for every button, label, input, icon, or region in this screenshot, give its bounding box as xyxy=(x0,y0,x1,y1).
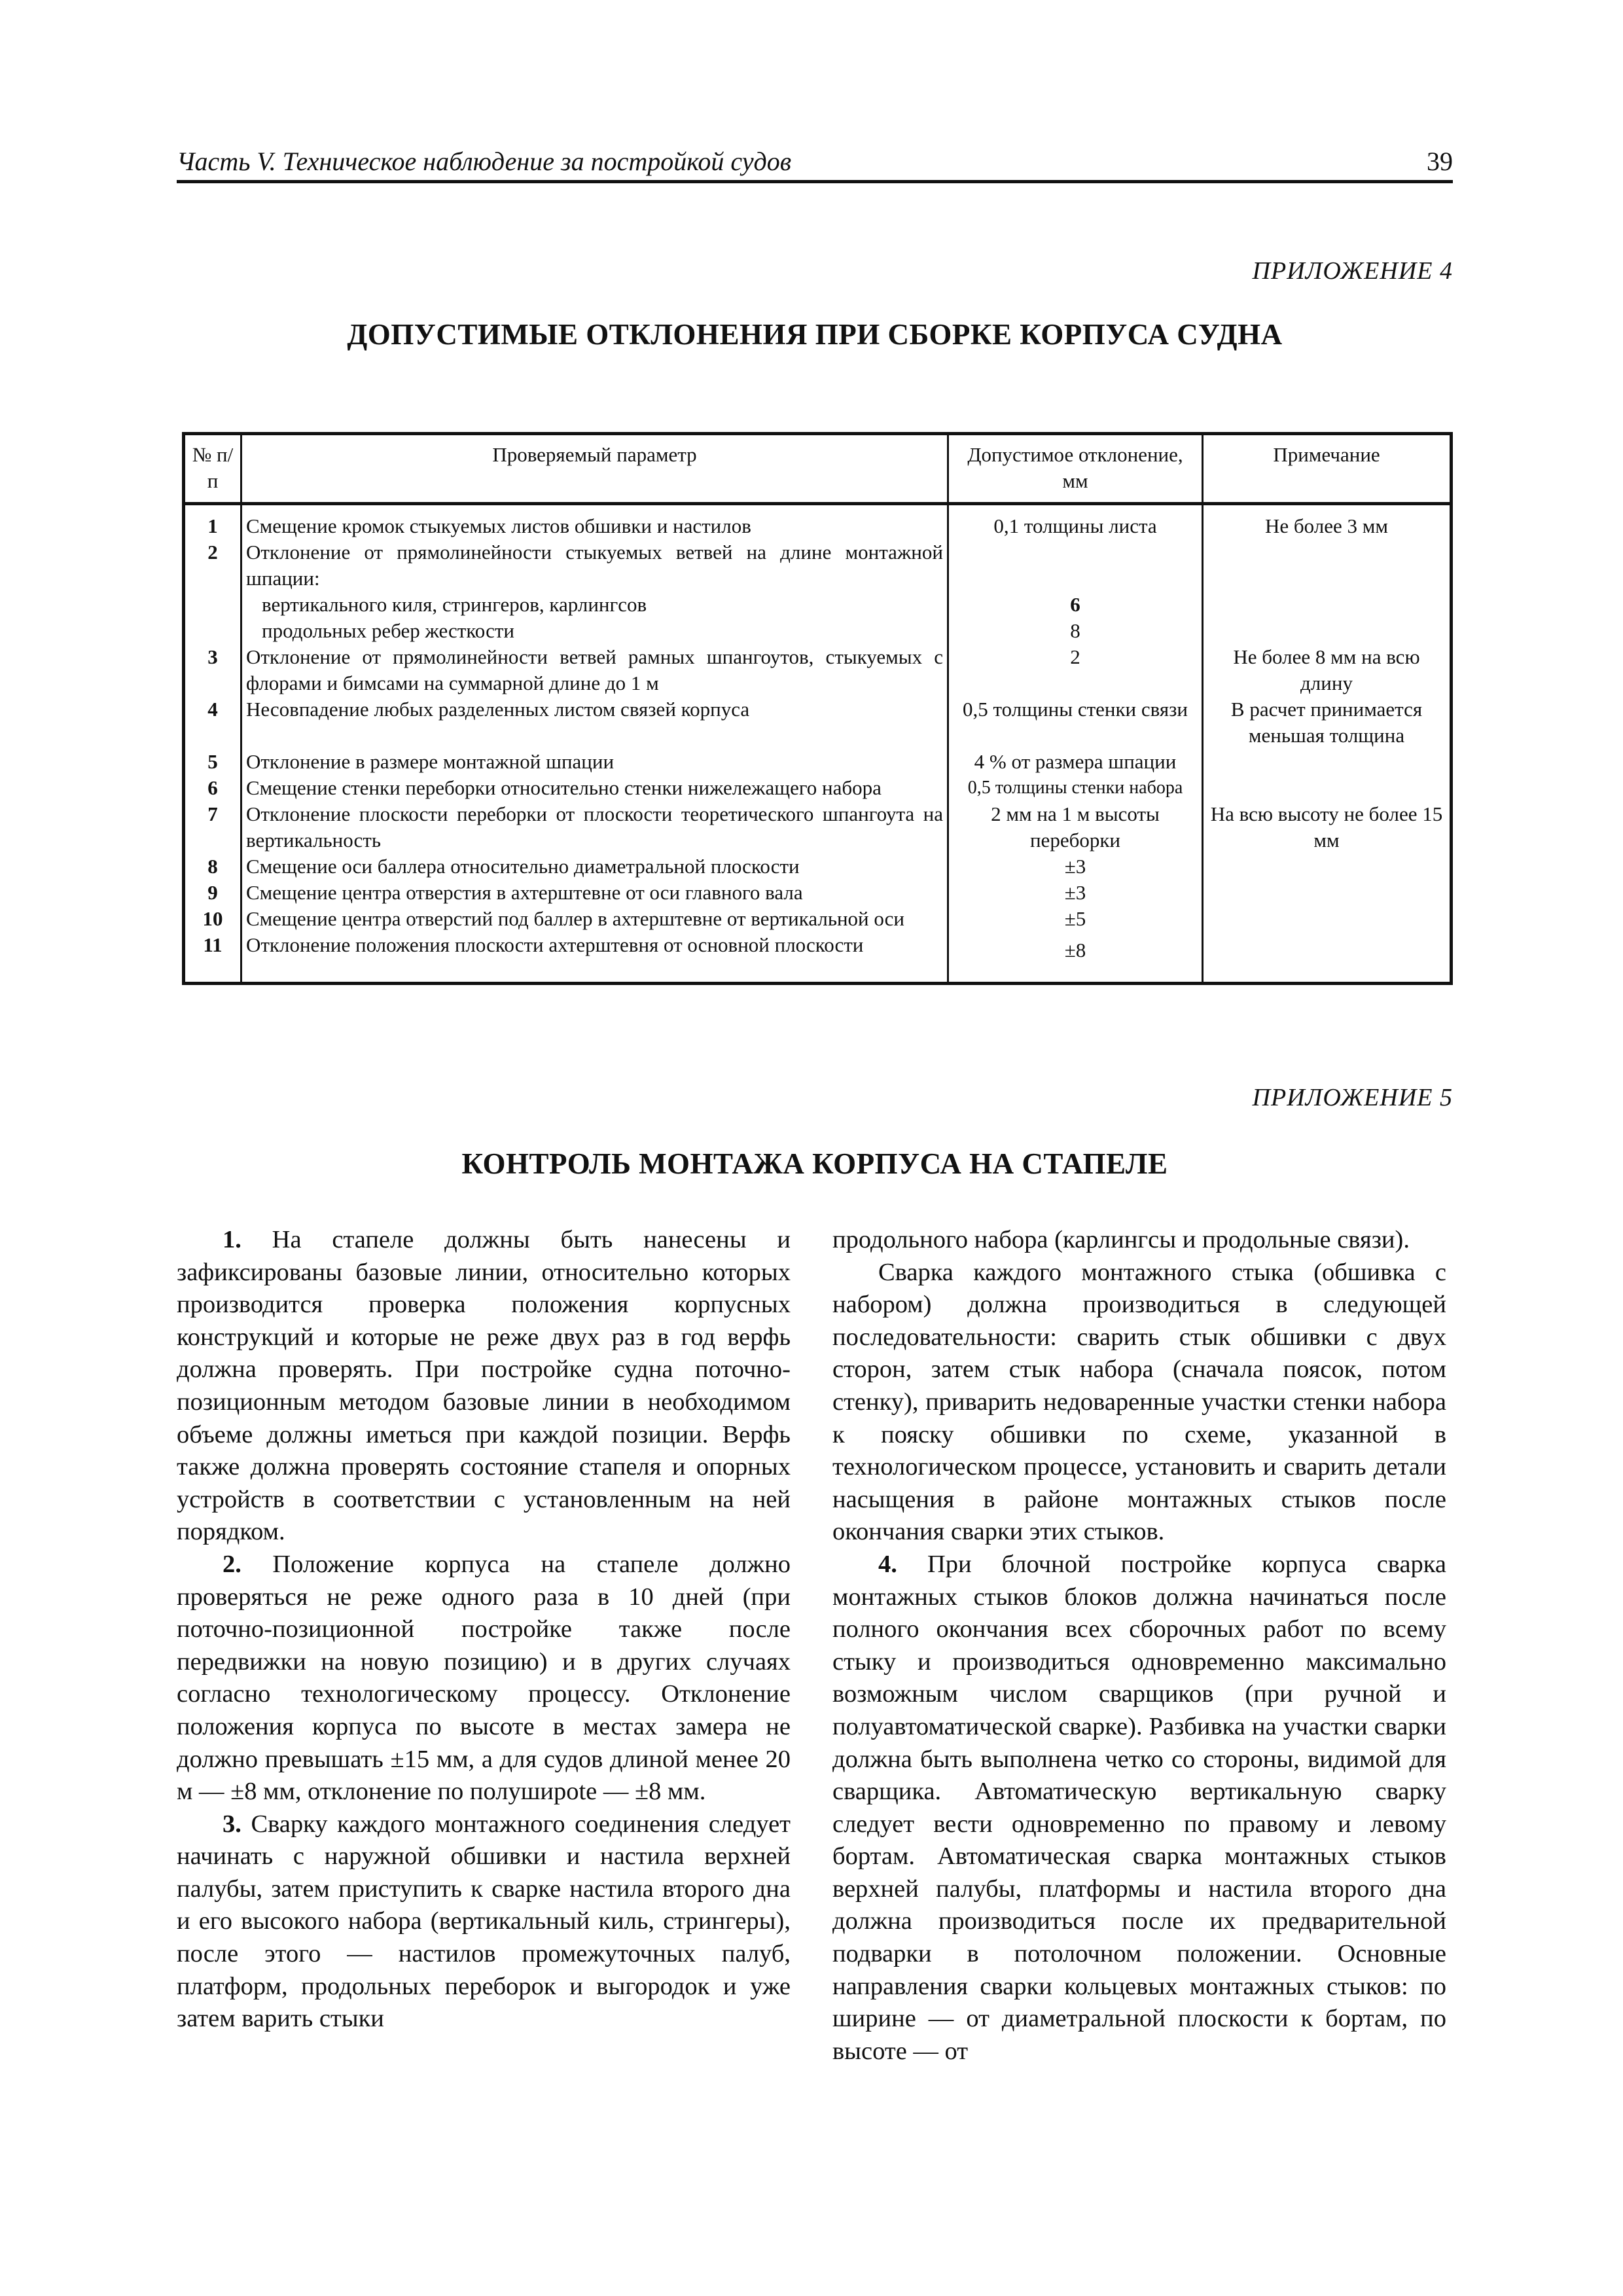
row-note xyxy=(1203,853,1452,880)
appendix-4-title: ДОПУСТИМЫЕ ОТКЛОНЕНИЯ ПРИ СБОРКЕ КОРПУСА СУДНА xyxy=(347,318,1283,351)
paragraph xyxy=(177,1224,791,1549)
row-num: 8 xyxy=(184,853,241,880)
page-number: 39 xyxy=(1427,147,1453,176)
row-note xyxy=(1203,880,1452,906)
row-num: 7 xyxy=(184,801,241,853)
row-deviation: ±3 xyxy=(948,880,1203,906)
row-param: Отклонение от прямолинейности стыкуемых ветвей на длине монтажной шпации: xyxy=(241,539,948,592)
row-note xyxy=(1203,592,1452,618)
row-note xyxy=(1203,932,1452,984)
table-row xyxy=(184,932,1452,984)
table-row xyxy=(184,644,1452,696)
table-row xyxy=(184,906,1452,932)
row-deviation: 6 xyxy=(948,592,1203,618)
table-row xyxy=(184,592,1452,618)
row-param: Смещение стенки переборки относительно стенки нижележащего набора xyxy=(241,775,948,801)
row-param: Отклонение положения плоскости ахтерштевня от основной плоскости xyxy=(241,932,948,984)
row-note: На всю высоту не более 15 мм xyxy=(1203,801,1452,853)
paragraph-number: 3. xyxy=(223,1810,241,1838)
row-param: Смещение оси баллера относительно диаметральной плоскости xyxy=(241,853,948,880)
table-row xyxy=(184,618,1452,644)
table-row xyxy=(184,853,1452,880)
paragraph-text: Сварку каждого монтажного соединения следует начинать с наружной обшивки и настила верхней палубы, затем приступить к сварке настила второго дна и его высокого набора (вертикальный киль, стрингеры), после этого — настилов промежуточных палуб, платформ, продольных переборок и выгородок и уже затем варить стыки xyxy=(177,1810,791,2033)
row-deviation: ±8 xyxy=(948,932,1203,984)
table-header-row xyxy=(184,434,1452,504)
row-deviation: 0,1 толщины листа xyxy=(948,504,1203,540)
table-row xyxy=(184,775,1452,801)
table-row xyxy=(184,880,1452,906)
row-note xyxy=(1203,618,1452,644)
paragraph: Сварка каждого монтажного стыка (обшивка с набором) должна производиться в следующей последовательности: сварить стык обшивки с двух сторон, затем стык набора (сначала поясок, потом стенку), приварить недоваренные участки стенки набора к пояску обшивки по схеме, указанной в технологическом процессе, установить и сварить детали насыщения в районе монтажных стыков после окончания сварки этих стыков. xyxy=(832,1258,1446,1546)
paragraph-number: 1. xyxy=(223,1226,241,1253)
running-header xyxy=(177,141,1453,183)
header-num: № п/п xyxy=(184,434,241,504)
appendix-5-label: ПРИЛОЖЕНИЕ 5 xyxy=(1252,1084,1453,1111)
paragraph-number: 2. xyxy=(223,1550,241,1578)
appendix-4-label: ПРИЛОЖЕНИЕ 4 xyxy=(1252,257,1453,285)
row-num xyxy=(184,592,241,618)
paragraph xyxy=(832,1549,1446,2068)
appendix-5-title: КОНТРОЛЬ МОНТАЖА КОРПУСА НА СТАПЕЛЕ xyxy=(461,1147,1168,1180)
row-param: Отклонение от прямолинейности ветвей рамных шпангоутов, стыкуемых с флорами и бимсами на суммарной длине до 1 м xyxy=(241,644,948,696)
row-note xyxy=(1203,749,1452,775)
paragraph-continuation: продольного набора (карлингсы и продольные связи). xyxy=(832,1226,1410,1253)
row-deviation: 4 % от размера шпации xyxy=(948,749,1203,775)
row-num xyxy=(184,618,241,644)
row-note: В расчет принимается меньшая толщина xyxy=(1203,696,1452,749)
header-section-title: Часть V. Техническое наблюдение за постройкой судов xyxy=(177,147,792,176)
row-param: Несовпадение любых разделенных листом связей корпуса xyxy=(241,696,948,749)
row-num: 6 xyxy=(184,775,241,801)
header-param: Проверяемый параметр xyxy=(241,434,948,504)
row-deviation xyxy=(948,539,1203,592)
row-deviation: 2 мм на 1 м высоты переборки xyxy=(948,801,1203,853)
row-deviation: 0,5 толщины стенки набора xyxy=(948,775,1203,801)
row-num: 3 xyxy=(184,644,241,696)
row-note xyxy=(1203,775,1452,801)
paragraph-text: При блочной постройке корпуса сварка монтажных стыков блоков должна начинаться после полного окончания всех сборочных работ по всему стыку и производиться одновременно максимально возможным числом сварщиков (при ручной и полуавтоматической сварке). Разбивка на участки сварки должна быть выполнена четко со стороны, видимой для сварщика. Автоматическую вертикальную сварку следует вести одновременно по правому и левому бортам. Автоматическая сварка монтажных стыков верхней палубы, платформы и настила второго дна должна производиться после их предварительной подварки в потолочном положении. Основные направления сварки кольцевых монтажных стыков: по ширине — от диаметральной плоскости к бортам, по высоте — от xyxy=(832,1550,1446,2065)
paragraph xyxy=(177,1549,791,1808)
row-note: Не более 8 мм на всю длину xyxy=(1203,644,1452,696)
row-param: вертикального киля, стрингеров, карлингсов xyxy=(262,593,647,616)
row-num: 1 xyxy=(184,504,241,540)
row-param: продольных ребер жесткости xyxy=(262,619,514,642)
row-param: Смещение кромок стыкуемых листов обшивки и настилов xyxy=(241,504,948,540)
table-row xyxy=(184,801,1452,853)
row-deviation: 8 xyxy=(948,618,1203,644)
deviations-table xyxy=(182,432,1453,985)
row-num: 2 xyxy=(184,539,241,592)
row-num: 5 xyxy=(184,749,241,775)
row-param: Смещение центра отверстий под баллер в ахтерштевне от вертикальной оси xyxy=(241,906,948,932)
table-row xyxy=(184,504,1452,540)
text-column-left xyxy=(177,1224,791,2036)
header-deviation: Допустимое отклонение, мм xyxy=(948,434,1203,504)
row-note xyxy=(1203,906,1452,932)
table-row xyxy=(184,539,1452,592)
row-deviation: ±5 xyxy=(948,906,1203,932)
header-note: Примечание xyxy=(1203,434,1452,504)
row-note xyxy=(1203,539,1452,592)
row-num: 10 xyxy=(184,906,241,932)
paragraph-text: На стапеле должны быть нанесены и зафиксированы базовые линии, относительно которых производится проверка положения корпусных конструкций и которые не реже двух раз в год верфь должна проверять. При постройке судна поточно-позиционным методом базовые линии в необходимом объеме должны иметься при каждой позиции. Верфь также должна проверять состояние стапеля и опорных устройств в соответствии с установленным на ней порядком. xyxy=(177,1226,791,1546)
row-num: 4 xyxy=(184,696,241,749)
table-row xyxy=(184,696,1452,749)
paragraph xyxy=(177,1808,791,2036)
row-deviation: 0,5 толщины стенки связи xyxy=(948,696,1203,749)
row-num: 11 xyxy=(184,932,241,984)
row-param: Смещение центра отверстия в ахтерштевне от оси главного вала xyxy=(241,880,948,906)
paragraph-text: Положение корпуса на стапеле должно проверяться не реже одного раза в 10 дней (при поточно-позиционной постройке также после передвижки на новую позицию) и в других случаях согласно технологическому процессу. Отклонение положения корпуса по высоте в местах замера не должно превышать ±15 мм, а для судов длиной менее 20 м — ±8 мм, отклонение по полуширote — ±8 мм. xyxy=(177,1550,791,1806)
text-column-right xyxy=(832,1224,1446,2068)
row-note: Не более 3 мм xyxy=(1203,504,1452,540)
row-deviation: 2 xyxy=(948,644,1203,696)
row-param: Отклонение в размере монтажной шпации xyxy=(241,749,948,775)
row-num: 9 xyxy=(184,880,241,906)
paragraph-number: 4. xyxy=(878,1550,897,1578)
row-param: Отклонение плоскости переборки от плоскости теоретического шпангоута на вертикальность xyxy=(241,801,948,853)
row-deviation: ±3 xyxy=(948,853,1203,880)
table-row xyxy=(184,749,1452,775)
